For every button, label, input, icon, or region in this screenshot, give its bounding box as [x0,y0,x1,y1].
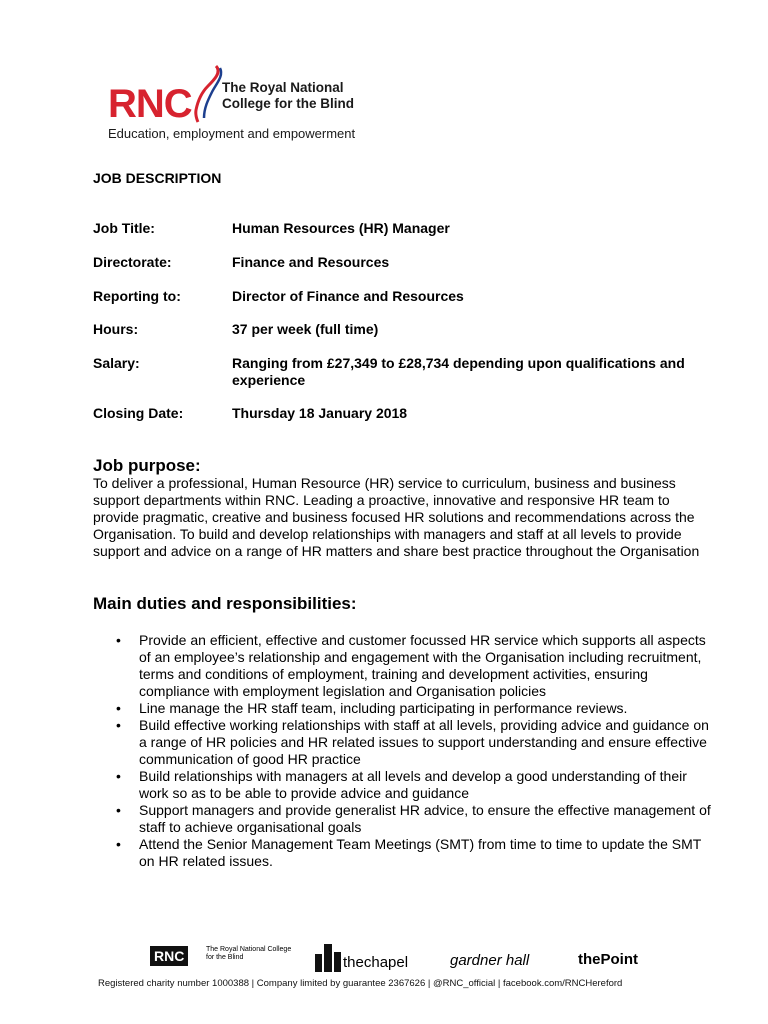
bullet: • [116,717,121,733]
swoosh-icon [192,64,226,124]
detail-value: Finance and Resources [232,254,390,270]
logo-tagline: Education, employment and empowerment [108,126,356,141]
detail-value: Ranging from £27,349 to £28,734 depending upon qualifications and experience [232,355,685,388]
document-type: JOB DESCRIPTION [93,170,222,186]
footer-rnc-logo [150,946,292,966]
footer-rnc-mark: RNC [150,946,188,966]
duty-text: Attend the Senior Management Team Meetings (SMT) from time to time to update the SMT on HR related issues. [139,836,702,869]
detail-label: Closing Date: [93,405,184,421]
detail-value: Thursday 18 January 2018 [232,405,408,421]
detail-value: Human Resources (HR) Manager [232,220,450,236]
purpose-heading: Job purpose: [93,456,201,475]
footer-gardner-hall-logo: gardner hall [450,952,530,969]
footer-logos [150,944,710,974]
detail-label: Directorate: [93,254,172,270]
list-item [93,717,713,768]
chapel-text: thechapel [343,954,409,971]
detail-label: Job Title: [93,220,155,236]
detail-label: Salary: [93,355,140,371]
logo-mark: RNC [108,82,192,126]
footer-the-point-logo: thePoint [578,951,638,968]
duty-text: Line manage the HR staff team, including participating in performance reviews. [139,700,628,716]
list-item [93,768,713,802]
logo-name: The Royal National College for the Blind [222,80,355,111]
duty-text: Build relationships with managers at all levels and develop a good understanding of their work so as to be able to provide advice and guidance [139,768,687,801]
rnc-logo [108,64,368,144]
footer-registration: Registered charity number 1000388 | Company limited by guarantee 2367626 | @RNC_official | facebook.com/RNCHereford [98,978,623,989]
duty-text: Support managers and provide generalist HR advice, to ensure the effective management of staff to achieve organisational goals [139,802,711,835]
duties-list [93,632,713,870]
detail-value: 37 per week (full time) [232,321,379,337]
bullet: • [116,768,121,784]
duty-text: Provide an efficient, effective and customer focussed HR service which supports all aspects of an employee’s relationship and engagement with the Organisation including recruitment, terms and conditions of employment, training and development activities, ensuring compliance with employment legislation and Organisation policies [139,632,706,699]
duty-text: Build effective working relationships with staff at all levels, providing advice and guidance on a range of HR policies and HR related issues to support understanding and ensure effective communication of good HR practice [139,717,709,767]
detail-label: Hours: [93,321,139,337]
purpose-text: To deliver a professional, Human Resource (HR) service to curriculum, business and business support departments within RNC. Leading a proactive, innovative and responsive HR team to provide pragmatic, creative and business focused HR solutions and recommendations across the Organisation. To build and develop relationships with managers and staff at all levels to provide support and advice on a range of HR matters and share best practice throughout the Organisation [93,475,700,559]
footer-rnc-name: The Royal National College for the Blind [206,946,292,961]
list-item [93,632,713,700]
duties-heading: Main duties and responsibilities: [93,594,357,613]
footer-chapel-logo [315,944,409,977]
list-item [93,836,713,870]
bullet: • [116,632,121,648]
bullet: • [116,802,121,818]
chapel-icon [315,944,341,972]
list-item [93,700,713,717]
list-item [93,802,713,836]
bullet: • [116,836,121,852]
bullet: • [116,700,121,716]
detail-value: Director of Finance and Resources [232,288,464,304]
detail-label: Reporting to: [93,288,181,304]
